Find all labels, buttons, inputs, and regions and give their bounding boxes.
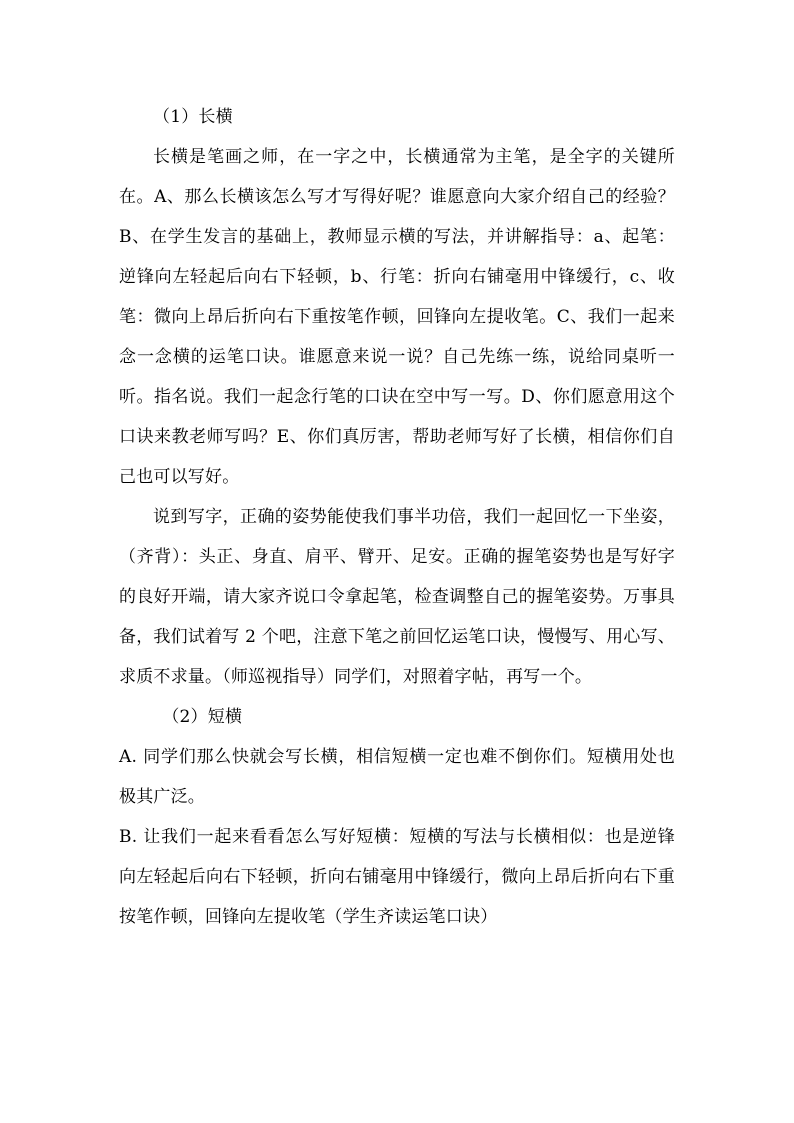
paragraph-short-horizontal-intro: A. 同学们那么快就会写长横，相信短横一定也难不倒你们。短横用处也极其广泛。 [119, 747, 675, 807]
paragraph-writing-posture: 说到写字，正确的姿势能使我们事半功倍，我们一起回忆一下坐姿，（齐背）：头正、身直、肩平、臂开、足安。正确的握笔姿势也是写好字的良好开端，请大家齐说口令拿起笔，检查调整自己的握笔姿势。万事具备，我们试着写 2 个吧，注意下笔之前回忆运笔口诀，慢慢写、用心写、求质不求量。（师巡视指导）同学们，对照着字帖，再写一个。 [119, 507, 675, 687]
paragraph-long-horizontal-method: 长横是笔画之师，在一字之中，长横通常为主笔，是全字的关键所在。A、那么长横该怎么写才写得好呢？谁愿意向大家介绍自己的经验？B、在学生发言的基础上，教师显示横的写法，并讲解指导：a、起笔：逆锋向左轻起后向右下轻顿，b、行笔：折向右铺毫用中锋缓行，c、收笔：微向上昂后折向右下重按笔作顿，回锋向左提收笔。C、我们一起来念一念横的运笔口诀。谁愿意来说一说？自己先练一练，说给同桌听一听。指名说。我们一起念行笔的口诀在空中写一写。D、你们愿意用这个口诀来教老师写吗？E、你们真厉害，帮助老师写好了长横，相信你们自己也可以写好。 [119, 147, 675, 487]
section-heading-long-horizontal: （1）长横 [153, 107, 233, 127]
section-heading-short-horizontal: （2）短横 [162, 707, 243, 727]
paragraph-short-horizontal-method: B. 让我们一起来看看怎么写好短横：短横的写法与长横相似：也是逆锋向左轻起后向右下轻顿，折向右铺毫用中锋缓行，微向上昂后折向右下重按笔作顿，回锋向左提收笔（学生齐读运笔口诀） [119, 827, 675, 927]
document-body [119, 97, 675, 937]
